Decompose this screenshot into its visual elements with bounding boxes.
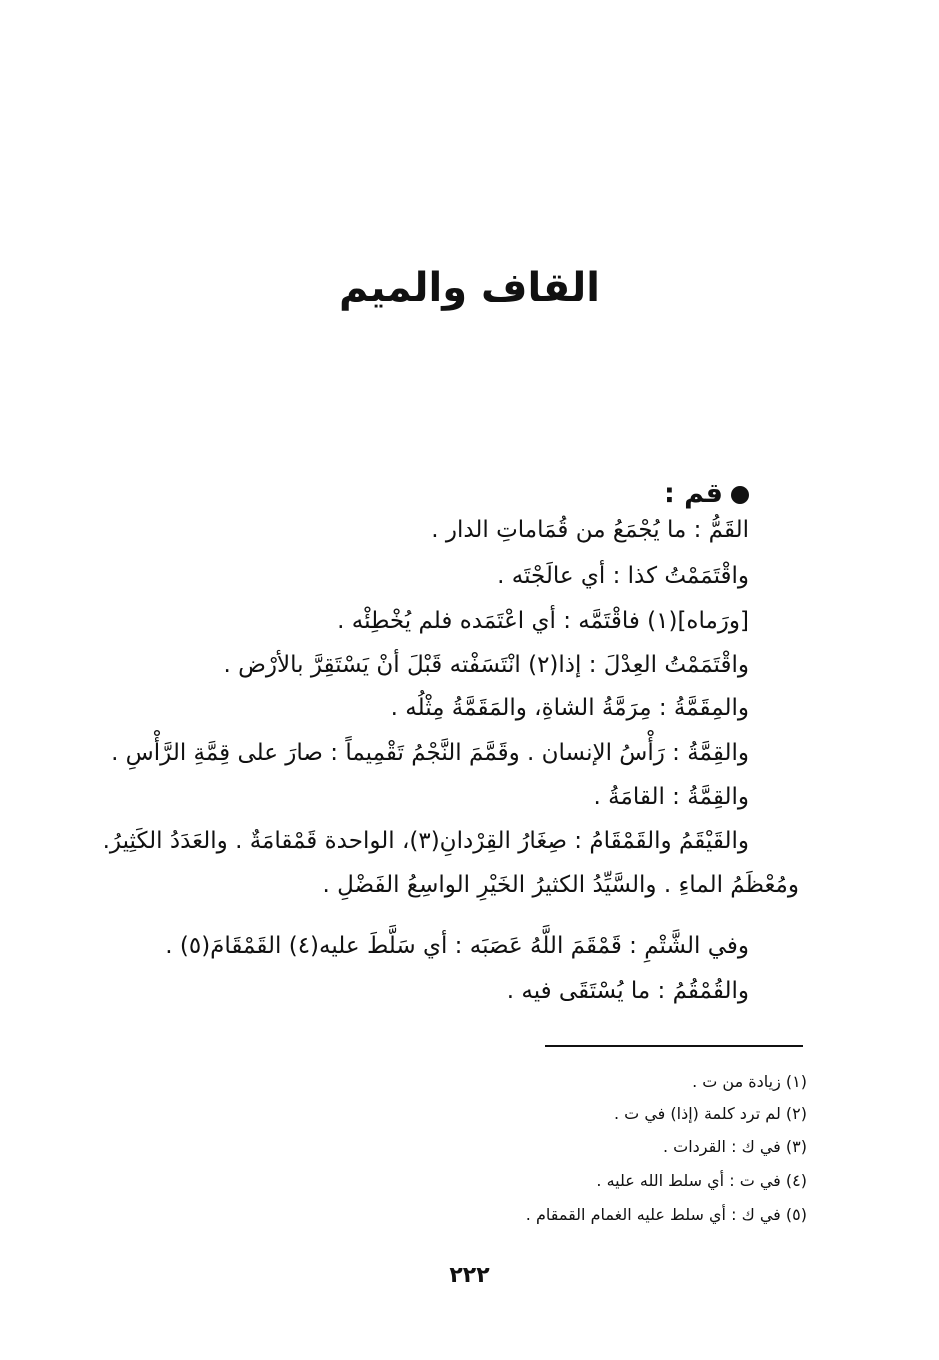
entry-heading (664, 474, 749, 514)
page-number: ٢٢٢ (449, 1263, 490, 1288)
entry-heading-text: قم : (663, 478, 723, 509)
footnote-2: (٢) لم ترد كلمة (إذا) في ت . (614, 1104, 807, 1123)
footnote-3: (٣) في ك : القردات . (662, 1137, 807, 1156)
entry-line-5: والمِقَمَّةُ : مِرَمَّةُ الشاةِ، والمَقَمَّةُ مِثْلُه . (390, 695, 749, 721)
footnote-4: (٤) في ت : أي سلط الله عليه . (596, 1171, 807, 1190)
entry-line-6: والقِمَّةُ : رَأْسُ الإنسان . وقَمَّمَ النَّجْمُ تَقْمِيماً : صارَ على قِمَّةِ الرَّأْسِ . (111, 740, 749, 766)
bullet-icon (731, 486, 749, 504)
entry-line-10: وفي الشَّتْمِ : قَمْقَمَ اللَّهُ عَصَبَه : أي سَلَّطَ عليه(٤) القَمْقَامَ(٥) . (165, 933, 749, 959)
entry-line-4: واقْتَمَمْتُ العِدْلَ : إذا(٢) انْتَسَفْته قَبْلَ أنْ يَسْتَقِرَّ بالأرْض . (223, 652, 749, 678)
entry-line-1: القَمُّ : ما يُجْمَعُ من قُمَاماتِ الدار . (431, 517, 749, 543)
entry-line-2: واقْتَمَمْتُ كذا : أي عالَجْتَه . (497, 563, 749, 589)
entry-line-8: والقَيْقَمُ والقَمْقَامُ : صِغَارُ القِرْدانِ(٣)، الواحدة قَمْقامَةٌ . والعَدَدُ الكَثِيرُ. (102, 828, 749, 854)
footnote-divider (545, 1045, 803, 1047)
entry-line-9: ومُعْظَمُ الماءِ . والسَّيِّدُ الكثيرُ الخَيْرِ الواسِعُ الفَضْلِ . (322, 872, 799, 898)
footnote-5: (٥) في ك : أي سلط عليه الغمام القمقام . (525, 1205, 807, 1224)
chapter-title: القاف والميم (338, 265, 601, 311)
entry-line-7: والقِمَّةُ : القامَةُ . (593, 784, 749, 810)
entry-line-11: والقُمْقُمُ : ما يُسْتَقَى فيه . (506, 978, 749, 1004)
footnote-1: (١) زيادة من ت . (692, 1072, 807, 1091)
entry-line-3: [ورَماه](١) فاقْتَمَّه : أي اعْتَمَده فلم يُخْطِئْه . (337, 608, 749, 634)
